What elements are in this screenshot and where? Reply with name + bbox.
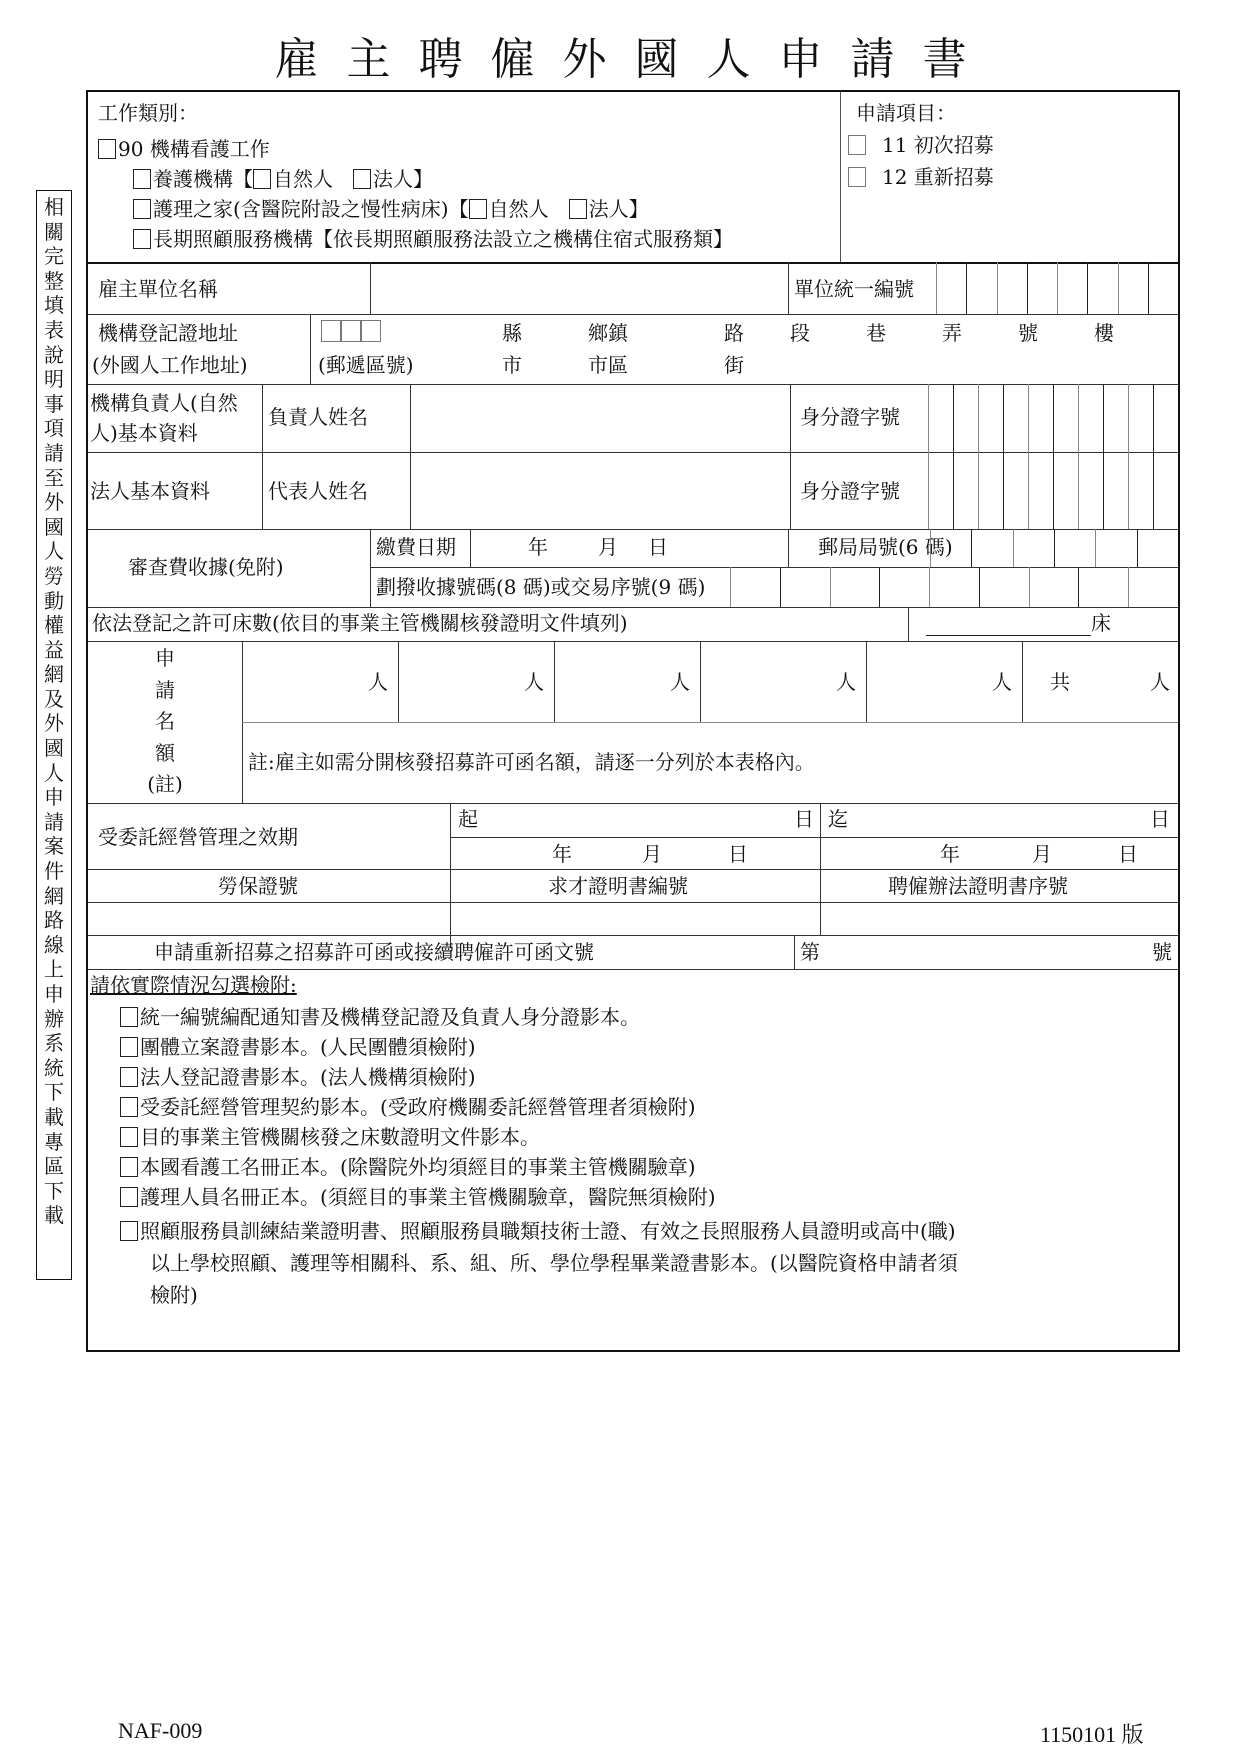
checkbox-90[interactable] [98,139,116,159]
reissue-no-input[interactable]: 第 號 [800,940,1172,964]
work-category-90: 90 機構看護工作 [98,136,270,162]
side-note-char: 件 [44,859,64,884]
job-search-cert-no-label: 求才證明書編號 [548,874,688,898]
unit-county: 縣 [502,321,522,345]
quota-label-char: (註) [147,772,183,796]
digit-box[interactable] [1153,384,1178,452]
pay-date-day: 日 [648,535,668,559]
side-note-char: 載 [44,1104,64,1129]
side-note-char: 系 [44,1031,64,1056]
digit-box[interactable] [1078,567,1128,607]
quota-label [88,644,242,800]
side-note-char: 載 [44,1203,64,1228]
side-note-char: 網 [44,883,64,908]
digit-box[interactable] [1103,452,1128,529]
reissue-label: 申請重新招募之招募許可函或接續聘僱許可函文號 [154,940,594,964]
address-label-line2: (外國人工作地址) [92,353,248,377]
receipt-label: 劃撥收據號碼(8 碼)或交易序號(9 碼) [376,575,706,599]
checkbox-initial-recruit[interactable] [848,135,866,155]
digit-box[interactable] [1148,262,1178,314]
side-note-char: 動 [44,588,64,613]
unit-street: 街 [724,353,744,377]
checkbox-nursing-home[interactable] [133,169,151,189]
attachment-item-2: 團體立案證書影本。(人民團體須檢附) [120,1034,476,1060]
representative-id-input[interactable] [928,452,1178,529]
unit-floor: 樓 [1094,321,1114,345]
period-from-label: 起 [458,807,478,831]
receipt-input[interactable] [730,567,1178,607]
side-note-char: 案 [44,834,64,859]
uniform-no-input[interactable] [936,262,1178,314]
option-initial-recruit: 11 初次招募 [848,132,994,158]
address-label-line1: 機構登記證地址 [98,321,238,345]
quota-cell-5[interactable]: 人 [992,670,1012,694]
unit-district: 市區 [588,353,628,377]
digit-box[interactable] [1013,529,1054,567]
beds-input-group: 床 [926,610,1111,636]
digit-box[interactable] [1027,262,1057,314]
side-note-char: 國 [44,514,64,539]
digit-box[interactable] [930,529,971,567]
digit-box[interactable] [730,567,780,607]
digit-box[interactable] [953,452,978,529]
pay-date-label: 繳費日期 [376,535,456,559]
side-note-char: 申 [44,982,64,1006]
beds-input[interactable] [926,615,1091,636]
digit-box[interactable] [1087,262,1117,314]
attachment-checkbox[interactable] [120,1127,138,1147]
attachment-checkbox[interactable] [120,1187,138,1207]
attachment-checkbox[interactable] [120,1037,138,1057]
attachment-item-1: 統一編號編配通知書及機構登記證及負責人身分證影本。 [120,1004,640,1030]
attachment-checkbox[interactable] [120,1157,138,1177]
side-note-char: 完 [44,244,64,269]
digit-box[interactable] [1057,262,1087,314]
checkbox-juristic-person[interactable] [353,169,371,189]
digit-box[interactable] [1003,384,1028,452]
side-note-char: 國 [44,736,64,761]
attachment-checkbox[interactable] [120,1097,138,1117]
side-note-char: 辦 [44,1006,64,1031]
side-note-char: 權 [44,613,64,638]
digit-box[interactable] [1128,384,1153,452]
side-note-char: 及 [44,686,64,711]
side-note-char: 勞 [44,563,64,588]
digit-box[interactable] [979,567,1029,607]
period-from-day: 日 [794,807,814,831]
employment-cert-serial-input[interactable] [822,904,1176,934]
digit-box[interactable] [879,567,929,607]
representative-name-label: 代表人姓名 [268,479,368,503]
digit-box[interactable] [1103,384,1128,452]
attachment-item-7: 護理人員名冊正本。(須經目的事業主管機關驗章，醫院無須檢附) [120,1184,716,1210]
attachment-item-4: 受委託經營管理契約影本。(受政府機關委託經營管理者須檢附) [120,1094,696,1120]
work-category-label: 工作類別： [98,101,198,125]
attachment-item-5: 目的事業主管機關核發之床數證明文件影本。 [120,1124,540,1150]
period-to-day: 日 [1150,807,1170,831]
attachment-checkbox[interactable] [120,1221,138,1241]
checkbox-re-recruit[interactable] [848,167,866,187]
digit-box[interactable] [929,567,979,607]
digit-box[interactable] [780,567,830,607]
quota-label-char: 額 [155,740,175,765]
quota-cell-1[interactable]: 人 [368,670,388,694]
side-note-char: 下 [44,1178,64,1203]
attachment-item-3: 法人登記證書影本。(法人機構須檢附) [120,1064,476,1090]
person-id-label: 身分證字號 [800,405,900,429]
digit-box[interactable] [997,262,1027,314]
digit-box[interactable] [1003,452,1028,529]
unit-road: 路 [724,321,744,345]
unit-number: 號 [1018,321,1038,345]
side-note [36,190,72,1280]
attachment-checkbox[interactable] [120,1007,138,1027]
digit-box[interactable] [1054,529,1095,567]
digit-box[interactable] [971,529,1012,567]
side-note-char: 上 [44,957,64,982]
side-note-char: 請 [44,440,64,465]
person-in-charge-label: 機構負責人(自然人)基本資料 [90,391,238,445]
side-note-char: 外 [44,711,64,736]
digit-box[interactable] [953,384,978,452]
checkbox-natural-person[interactable] [469,199,487,219]
period-to-date-input[interactable]: 年 月 日 [940,842,1138,866]
form-version: 1150101 版 [1040,1722,1144,1747]
side-note-char: 專 [44,1129,64,1154]
digit-box[interactable] [1078,384,1103,452]
sub-option-long-term-care: 長期照顧服務機構【依長期照顧服務法設立之機構住宿式服務類】 [133,226,733,252]
checkbox-care-home[interactable] [133,199,151,219]
quota-cell-4[interactable]: 人 [836,670,856,694]
zip-code-label: (郵遞區號) [318,353,414,377]
quota-note: 註:雇主如需分開核發招募許可函名額，請逐一分列於本表格內。 [248,750,815,774]
sub-option-nursing-home: 養護機構【 自然人 法人 】 [133,166,433,192]
digit-box[interactable] [1118,262,1148,314]
quota-cell-2[interactable]: 人 [524,670,544,694]
contract-period-label: 受委託經營管理之效期 [98,825,298,849]
post-office-label: 郵局局號(6 碼) [818,535,953,559]
pay-date-year: 年 [528,535,548,559]
side-note-char: 整 [44,268,64,293]
side-note-char: 相 [44,195,64,219]
attachments-heading: 請依實際情況勾選檢附: [90,973,297,997]
beds-label: 依法登記之許可床數(依目的事業主管機關核發證明文件填列) [92,611,628,635]
application-item-label: 申請項目： [856,101,956,125]
sub-option-care-home: 護理之家(含醫院附設之慢性病床)【 自然人 法人 】 [133,196,649,222]
side-note-char: 填 [44,293,64,318]
quota-cell-3[interactable]: 人 [670,670,690,694]
digit-box[interactable] [1095,529,1136,567]
digit-box[interactable] [978,384,1003,452]
period-to-label: 迄 [828,807,848,831]
fee-label: 審查費收據(免附) [128,555,284,579]
side-note-char: 明 [44,367,64,392]
quota-label-char: 申 [155,646,175,670]
person-id-input[interactable] [928,384,1178,452]
digit-box[interactable] [1153,452,1178,529]
side-note-char: 表 [44,317,64,342]
post-office-input[interactable] [930,529,1178,567]
side-note-char: 線 [44,932,64,957]
side-note-char: 請 [44,809,64,834]
side-note-char: 路 [44,908,64,933]
zip-code-boxes[interactable] [321,320,381,342]
digit-box[interactable] [936,262,966,314]
digit-box[interactable] [1028,384,1053,452]
checkbox-long-term-care[interactable] [133,229,151,249]
period-from-date-input[interactable]: 年 月 日 [552,842,748,866]
application-form [86,90,1180,1352]
person-name-label: 負責人姓名 [268,405,368,429]
attachment-item-6: 本國看護工名冊正本。(除醫院外均須經目的事業主管機關驗章) [120,1154,696,1180]
digit-box[interactable] [1078,452,1103,529]
attachment-item-8: 照顧服務員訓練結業證明書、照顧服務員職類技術士證、有效之長照服務人員證明或高中(職) [120,1218,956,1244]
page-title: 雇主聘僱外國人申請書 [274,34,995,85]
unit-alley: 弄 [942,321,962,345]
job-search-cert-no-input[interactable] [452,904,818,934]
digit-box[interactable] [1053,452,1078,529]
pay-date-month: 月 [598,535,618,559]
employment-cert-serial-label: 聘僱辦法證明書序號 [888,874,1068,898]
digit-box[interactable] [978,452,1003,529]
uniform-no-label: 單位統一編號 [794,277,914,301]
employer-name-label: 雇主單位名稱 [98,277,218,301]
quota-label-char: 名 [155,709,175,733]
digit-box[interactable] [1128,452,1153,529]
unit-section: 段 [790,321,810,345]
quota-total[interactable]: 共 人 [1050,670,1170,694]
digit-box[interactable] [1029,567,1079,607]
attachment-checkbox[interactable] [120,1067,138,1087]
side-note-char: 網 [44,662,64,687]
digit-box[interactable] [1137,529,1178,567]
side-note-char: 申 [44,785,64,810]
representative-id-label: 身分證字號 [800,479,900,503]
side-note-char: 人 [44,760,64,785]
checkbox-juristic-person[interactable] [569,199,587,219]
side-note-char: 益 [44,637,64,662]
side-note-char: 統 [44,1055,64,1080]
employer-name-input[interactable] [372,264,788,312]
side-note-char: 至 [44,465,64,490]
side-note-char: 區 [44,1154,64,1179]
digit-box[interactable] [1128,567,1178,607]
juristic-label: 法人基本資料 [90,479,210,503]
side-note-char: 關 [44,219,64,244]
representative-name-input[interactable] [412,454,790,527]
side-note-char: 外 [44,490,64,515]
option-re-recruit: 12 重新招募 [848,164,994,190]
attachment-item-8-line3: 檢附) [150,1283,198,1307]
digit-box[interactable] [928,452,953,529]
quota-label-char: 請 [155,677,175,702]
digit-box[interactable] [928,384,953,452]
checkbox-natural-person[interactable] [253,169,271,189]
attachment-item-8-line2: 以上學校照顧、護理等相關科、系、組、所、學位學程畢業證書影本。(以醫院資格申請者須 [150,1251,958,1275]
side-note-char: 說 [44,342,64,367]
labor-insurance-no-input[interactable] [90,904,448,934]
labor-insurance-no-label: 勞保證號 [218,874,298,898]
side-note-char: 人 [44,539,64,564]
unit-lane: 巷 [866,321,886,345]
digit-box[interactable] [1053,384,1078,452]
digit-box[interactable] [966,262,996,314]
person-name-input[interactable] [412,386,790,450]
side-note-char: 下 [44,1080,64,1105]
unit-city: 市 [502,353,522,377]
side-note-char: 項 [44,416,64,441]
side-note-char: 事 [44,391,64,416]
digit-box[interactable] [830,567,880,607]
digit-box[interactable] [1028,452,1053,529]
form-code: NAF-009 [118,1718,203,1743]
unit-township: 鄉鎮 [588,321,628,345]
